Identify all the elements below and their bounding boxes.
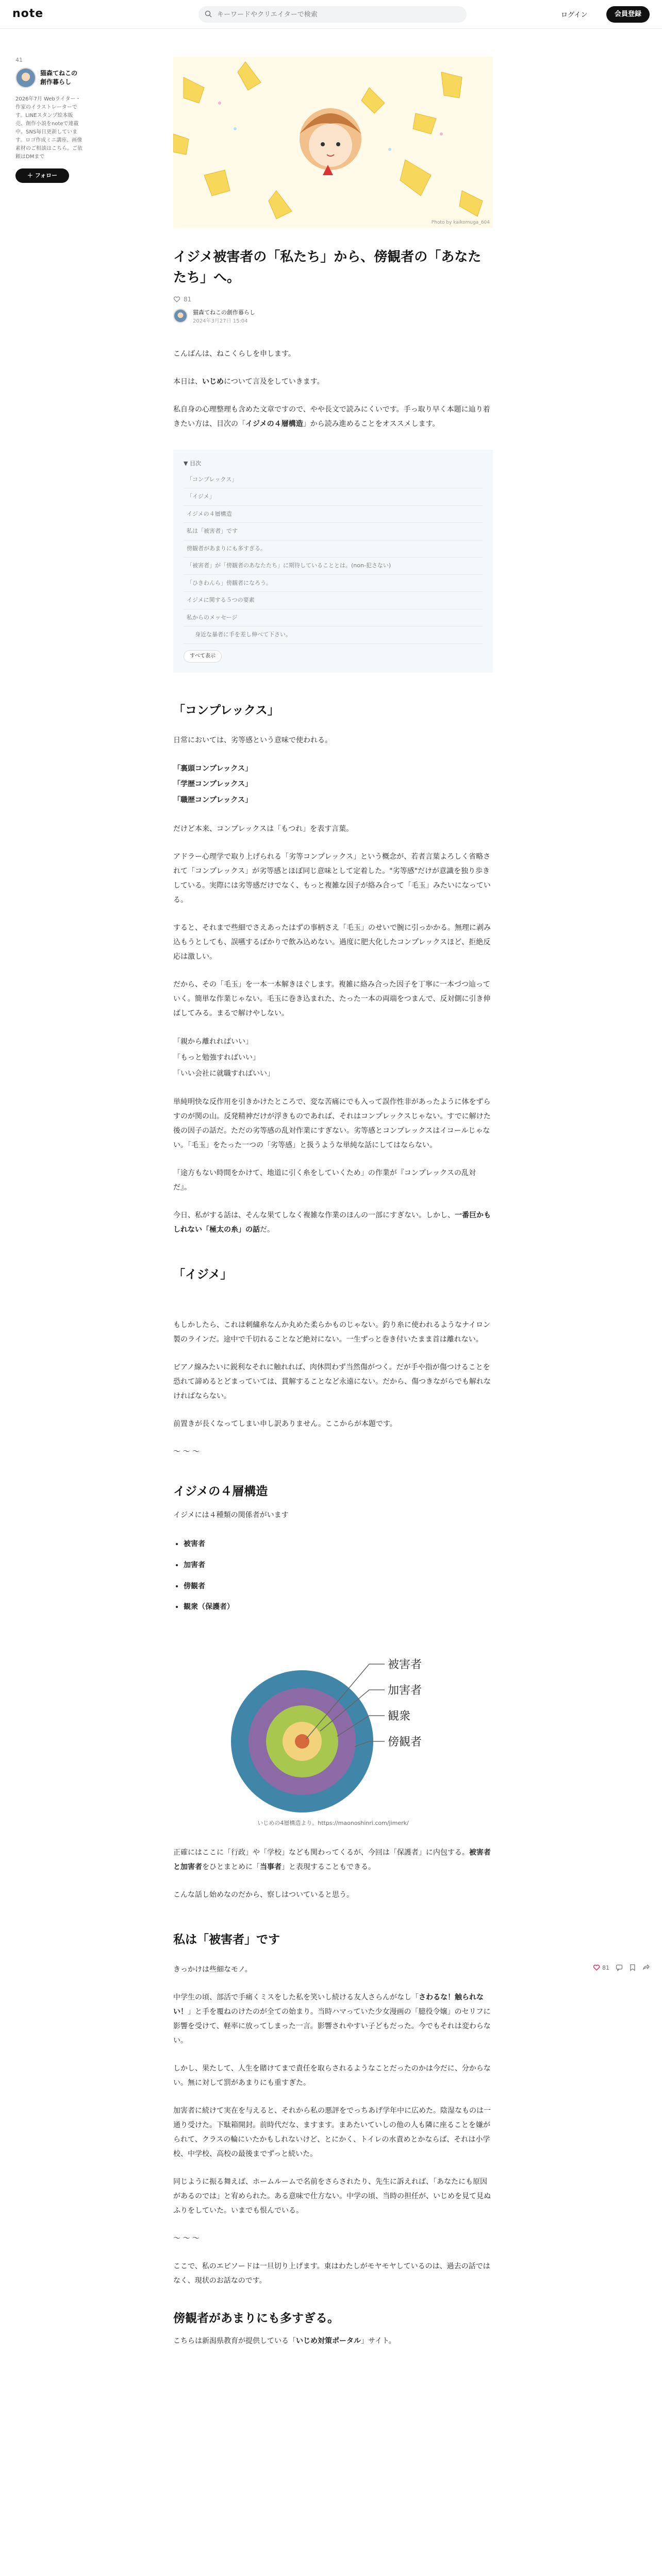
float-like[interactable] xyxy=(593,1964,609,1971)
publish-date: 2024年3月27日 15:04 xyxy=(193,318,248,324)
quote-list: 「親から離れればいい」 「もっと勉強すればいい」 「いい会社に就職すればいい」 xyxy=(173,1037,274,1078)
diagram-label: 加害者 xyxy=(388,1683,422,1697)
login-link[interactable]: ログイン xyxy=(561,11,588,19)
author-avatar-small[interactable] xyxy=(173,309,188,323)
search-input[interactable] xyxy=(217,6,459,23)
creator-rank: 41 xyxy=(15,57,23,63)
section-heading: 「コンプレックス」 xyxy=(173,703,279,717)
table-of-contents xyxy=(173,450,493,673)
article xyxy=(173,57,493,2348)
like-count: 81 xyxy=(184,295,192,303)
paragraph: きっかけは些細なモノ。 xyxy=(173,1965,252,1974)
paragraph: 加害者に続けて実在を与えると、それから私の悪評をでっちあげ学年中に広めた。陰湿なものは一通り受けた。下駄箱開封。前時代だな、ますます。まあたいていしの他の人も隣に座ることを嫌がられて、クラスの輪にいたかもしれないけど、とにかく、トイレの水責めとかならば、それは小学校、中学校、高校の最後までずっと続いた。 xyxy=(173,2106,491,2158)
toc-item[interactable]: イジメの４層構造 xyxy=(184,506,483,523)
site-header xyxy=(0,0,662,29)
article-title: イジメ被害者の「私たち」から、傍観者の「あなたたち」へ。 xyxy=(173,249,482,286)
toc-title: ▼ 目次 xyxy=(184,460,201,467)
diagram-label: 観衆 xyxy=(388,1709,411,1722)
author-avatar[interactable] xyxy=(15,67,36,88)
paragraph: 今日、私がする話は、そんな果てしなく複雑な作業のほんの一部にすぎない。しかし、一番巨かもしれない「極太の糸」の話だ。 xyxy=(173,1211,491,1234)
toc-item[interactable]: 「ひきわんら」傍観者になろう。 xyxy=(184,575,483,592)
comment-icon[interactable] xyxy=(616,1964,623,1971)
section-heading: イジメの４層構造 xyxy=(173,1485,268,1499)
paragraph: だけど本来、コンプレックスは「もつれ」を表す言葉。 xyxy=(173,824,354,833)
toc-item[interactable]: 「コンプレックス」 xyxy=(184,471,483,489)
person-add-icon: ＋ xyxy=(27,172,35,179)
toc-item[interactable]: 身近な暴者に手を差し伸べて下さい。 xyxy=(184,626,483,644)
toc-item[interactable]: 「イジメ」 xyxy=(184,488,483,506)
note-logo[interactable]: note xyxy=(12,7,44,20)
section-heading: 傍観者があまりにも多すぎる。 xyxy=(173,2311,339,2325)
hero-caption: Photo by kaikomuga_604 xyxy=(431,220,490,225)
article-author-name[interactable]: 猫森てねこの創作暮らし xyxy=(193,309,255,316)
section-heading: 私は「被害者」です xyxy=(173,1933,280,1946)
diagram-label: 傍観者 xyxy=(388,1735,422,1748)
four-layer-diagram xyxy=(220,1643,446,1814)
paragraph: アドラー心理学で取り上げられる「劣等コンプレックス」という概念が、若者言葉よろしく省略されて「コンプレックス」が劣等感とほぼ同じ意味として定着した。"劣等感"だけが意識を独り歩きしている。実際には劣等感だけでなく、もっと複雑な因子が絡み合って「毛玉」みたいになっている。 xyxy=(173,852,491,904)
diagram-label: 被害者 xyxy=(388,1657,422,1671)
paragraph: 「途方もない時間をかけて、地道に引く糸をしていくため」の作業が『コンプレックスの乱対だ』。 xyxy=(173,1169,476,1192)
paragraph: イジメには４種類の関係者がいます xyxy=(173,1511,289,1520)
section-divider: 〜 〜 〜 xyxy=(173,1448,200,1456)
toc-item[interactable]: 私からのメッセージ xyxy=(184,609,483,627)
list-item: • 傍観者 xyxy=(184,1576,493,1597)
article-author[interactable] xyxy=(173,308,493,324)
follow-button[interactable] xyxy=(15,168,69,183)
float-like-count: 81 xyxy=(602,1964,609,1971)
hero-illustration xyxy=(173,57,493,228)
toc-item[interactable]: イジメに関する５つの要素 xyxy=(184,592,483,609)
section-heading: 「イジメ」 xyxy=(173,1268,233,1282)
paragraph: ここで、私のエピソードは一旦切り上げます。東はわたしがモヤモヤしているのは、過去の話ではなく、現状のお話なのです。 xyxy=(173,2262,490,2285)
paragraph: もしかしたら、これは刺繍糸なんか丸めた柔らかものじゃない。釣り糸に使われるようなナイロン製のラインだ。途中で千切れることなど絶対にない。一生ずっと巻き付いたまま首は離れない。 xyxy=(173,1321,491,1344)
paragraph: こんばんは、ねこくらしを申します。 xyxy=(173,349,295,358)
floating-actions xyxy=(593,1964,650,1971)
paragraph: すると、それまで些細でさえあったはずの事柄さえ「毛玉」のせいで腕に引っかかる。無理に剥み込もうとしても、誤嚥するばかりで飲み込めない。過度に肥大化したコンプレックスほど、拒絶反応は激しい。 xyxy=(173,923,491,961)
paragraph: 中学生の頃、部活で手痛くミスをした私を笑いし続ける友人さらんがなし「さわるな！触られない！」と手を覆ねのけたのが全ての始まり。当時ハマっていた少女漫画の「臆役令嬢」のセリフに影響を受けて、軽率に放ってしまった一言。影響されやすい子どもだった。今でもそれは変わらない。 xyxy=(173,1993,491,2045)
search-box[interactable] xyxy=(198,6,467,23)
paragraph: しかし、果たして、人生を賭けてまで責任を取らされるようなことだったのかは今だに、分からない。無に対して罰があまりにも重すぎた。 xyxy=(173,2064,491,2087)
toc-item[interactable]: 傍観者があまりにも多すぎる。 xyxy=(184,540,483,558)
figure-caption: いじめの4層構造より。https://maonoshinri.com/jimerk/ xyxy=(257,1819,409,1826)
author-name[interactable]: 猫森てねこの創作暮らし xyxy=(40,70,78,86)
paragraph: こんな話し始めなのだから、察しはついていると思う。 xyxy=(173,1890,354,1899)
search-icon xyxy=(205,10,212,18)
paragraph: 日常においては、劣等感という意味で使われる。 xyxy=(173,736,332,744)
paragraph: だから、その「毛玉」を一本一本解きほぐします。複雑に絡み合った因子を丁寧に一本づつ辿っていく。簡単な作業じゃない。毛玉に巻き込まれた、たった一本の両端をつまんで、反対側に引き伸ばしてみる。まるで解けやしない。 xyxy=(173,980,491,1018)
bookmark-icon[interactable] xyxy=(629,1964,636,1971)
paragraph: 私自身の心理整理も含めた文章ですので、やや長文で読みにくいです。手っ取り早く本題に辿り着きたい方は、目次の「イジメの４層構造」から読み進めることをオススメします。 xyxy=(173,405,490,428)
author-bio: 2026年7月 Webライター・作家のイラストレーターです。LINEスタンプ絵本販売、創作小説をnoteで連載中。SNS毎日更新しています。ロゴ作成ミニ講座、画像素材のご相談はこちら。ご依頼はDMまで xyxy=(15,96,82,160)
author-sidebar xyxy=(15,57,82,183)
paragraph: 同じように振る舞えば、ホームルームで名前をさらされたり、先生に訴えれば、「あなたにも原因があるのでは」と宥められた。ある意味で仕方ない。中学の頃、当時の担任が、いじめを見て見ぬふりをしていた。いまでも恨んでいる。 xyxy=(173,2177,491,2215)
paragraph: 正確にはここに「行政」や「学校」なども関わってくるが、今回は「保護者」に内包する。被害者と加害者をひとまとめに「当事者」と表現することもできる。 xyxy=(173,1848,491,1871)
list-item: • 被害者 xyxy=(184,1534,493,1555)
heart-icon[interactable] xyxy=(173,296,180,303)
signup-button[interactable]: 会員登録 xyxy=(606,6,650,23)
list-item: • 観衆（保護者） xyxy=(184,1597,493,1618)
bold-list: 「裏頭コンプレックス」 「学歴コンプレックス」 「職歴コンプレックス」 xyxy=(173,764,253,805)
paragraph: こちらは新潟県教育が提供している「いじめ対策ポータル」サイト。 xyxy=(173,2336,396,2345)
toc-item[interactable]: 「被害者」が「傍観者のあなたたち」に期待していることとは。(non-犯さない) xyxy=(184,557,483,575)
paragraph: ピアノ線みたいに鋭利なそれに触れれば、肉休問わず当然傷がつく。だが手や指が傷つけることを恐れて諦めるとどまっていては、貫解することなど永遠にない。だから、傷つきながらでも解れなければならない。 xyxy=(173,1363,491,1401)
paragraph: 前置きが長くなってしまい申し訳ありません。ここからが本題です。 xyxy=(173,1420,397,1429)
four-layer-figure xyxy=(173,1643,493,1827)
toc-show-all-button[interactable]: すべて表示 xyxy=(184,650,222,663)
paragraph: 単純明快な反作用を引きかけたところで、変な苦痛にでも入って誤作性非があったように体をずらすのが関の山。反発精神だけが浮きものであれば、それはコンプレックスじゃない。すでに解けた後の因子の話だ。ただの劣等感の乱対作業にすぎない。劣等感とコンプレックスはイコールじゃない。「毛玉」をたった一つの「劣等感」と扱うような単純な話にしてはならない。 xyxy=(173,1098,491,1150)
heart-icon[interactable] xyxy=(593,1964,600,1971)
roles-list xyxy=(173,1534,493,1617)
toc-item[interactable]: 私は「被害者」です xyxy=(184,523,483,540)
hero-image xyxy=(173,57,493,228)
like-row[interactable] xyxy=(173,296,493,303)
section-divider: 〜 〜 〜 xyxy=(173,2234,200,2243)
paragraph: 本日は、いじめについて言及をしていきます。 xyxy=(173,377,324,386)
follow-label: フォロー xyxy=(35,172,58,179)
list-item: • 加害者 xyxy=(184,1555,493,1576)
share-icon[interactable] xyxy=(642,1964,650,1971)
